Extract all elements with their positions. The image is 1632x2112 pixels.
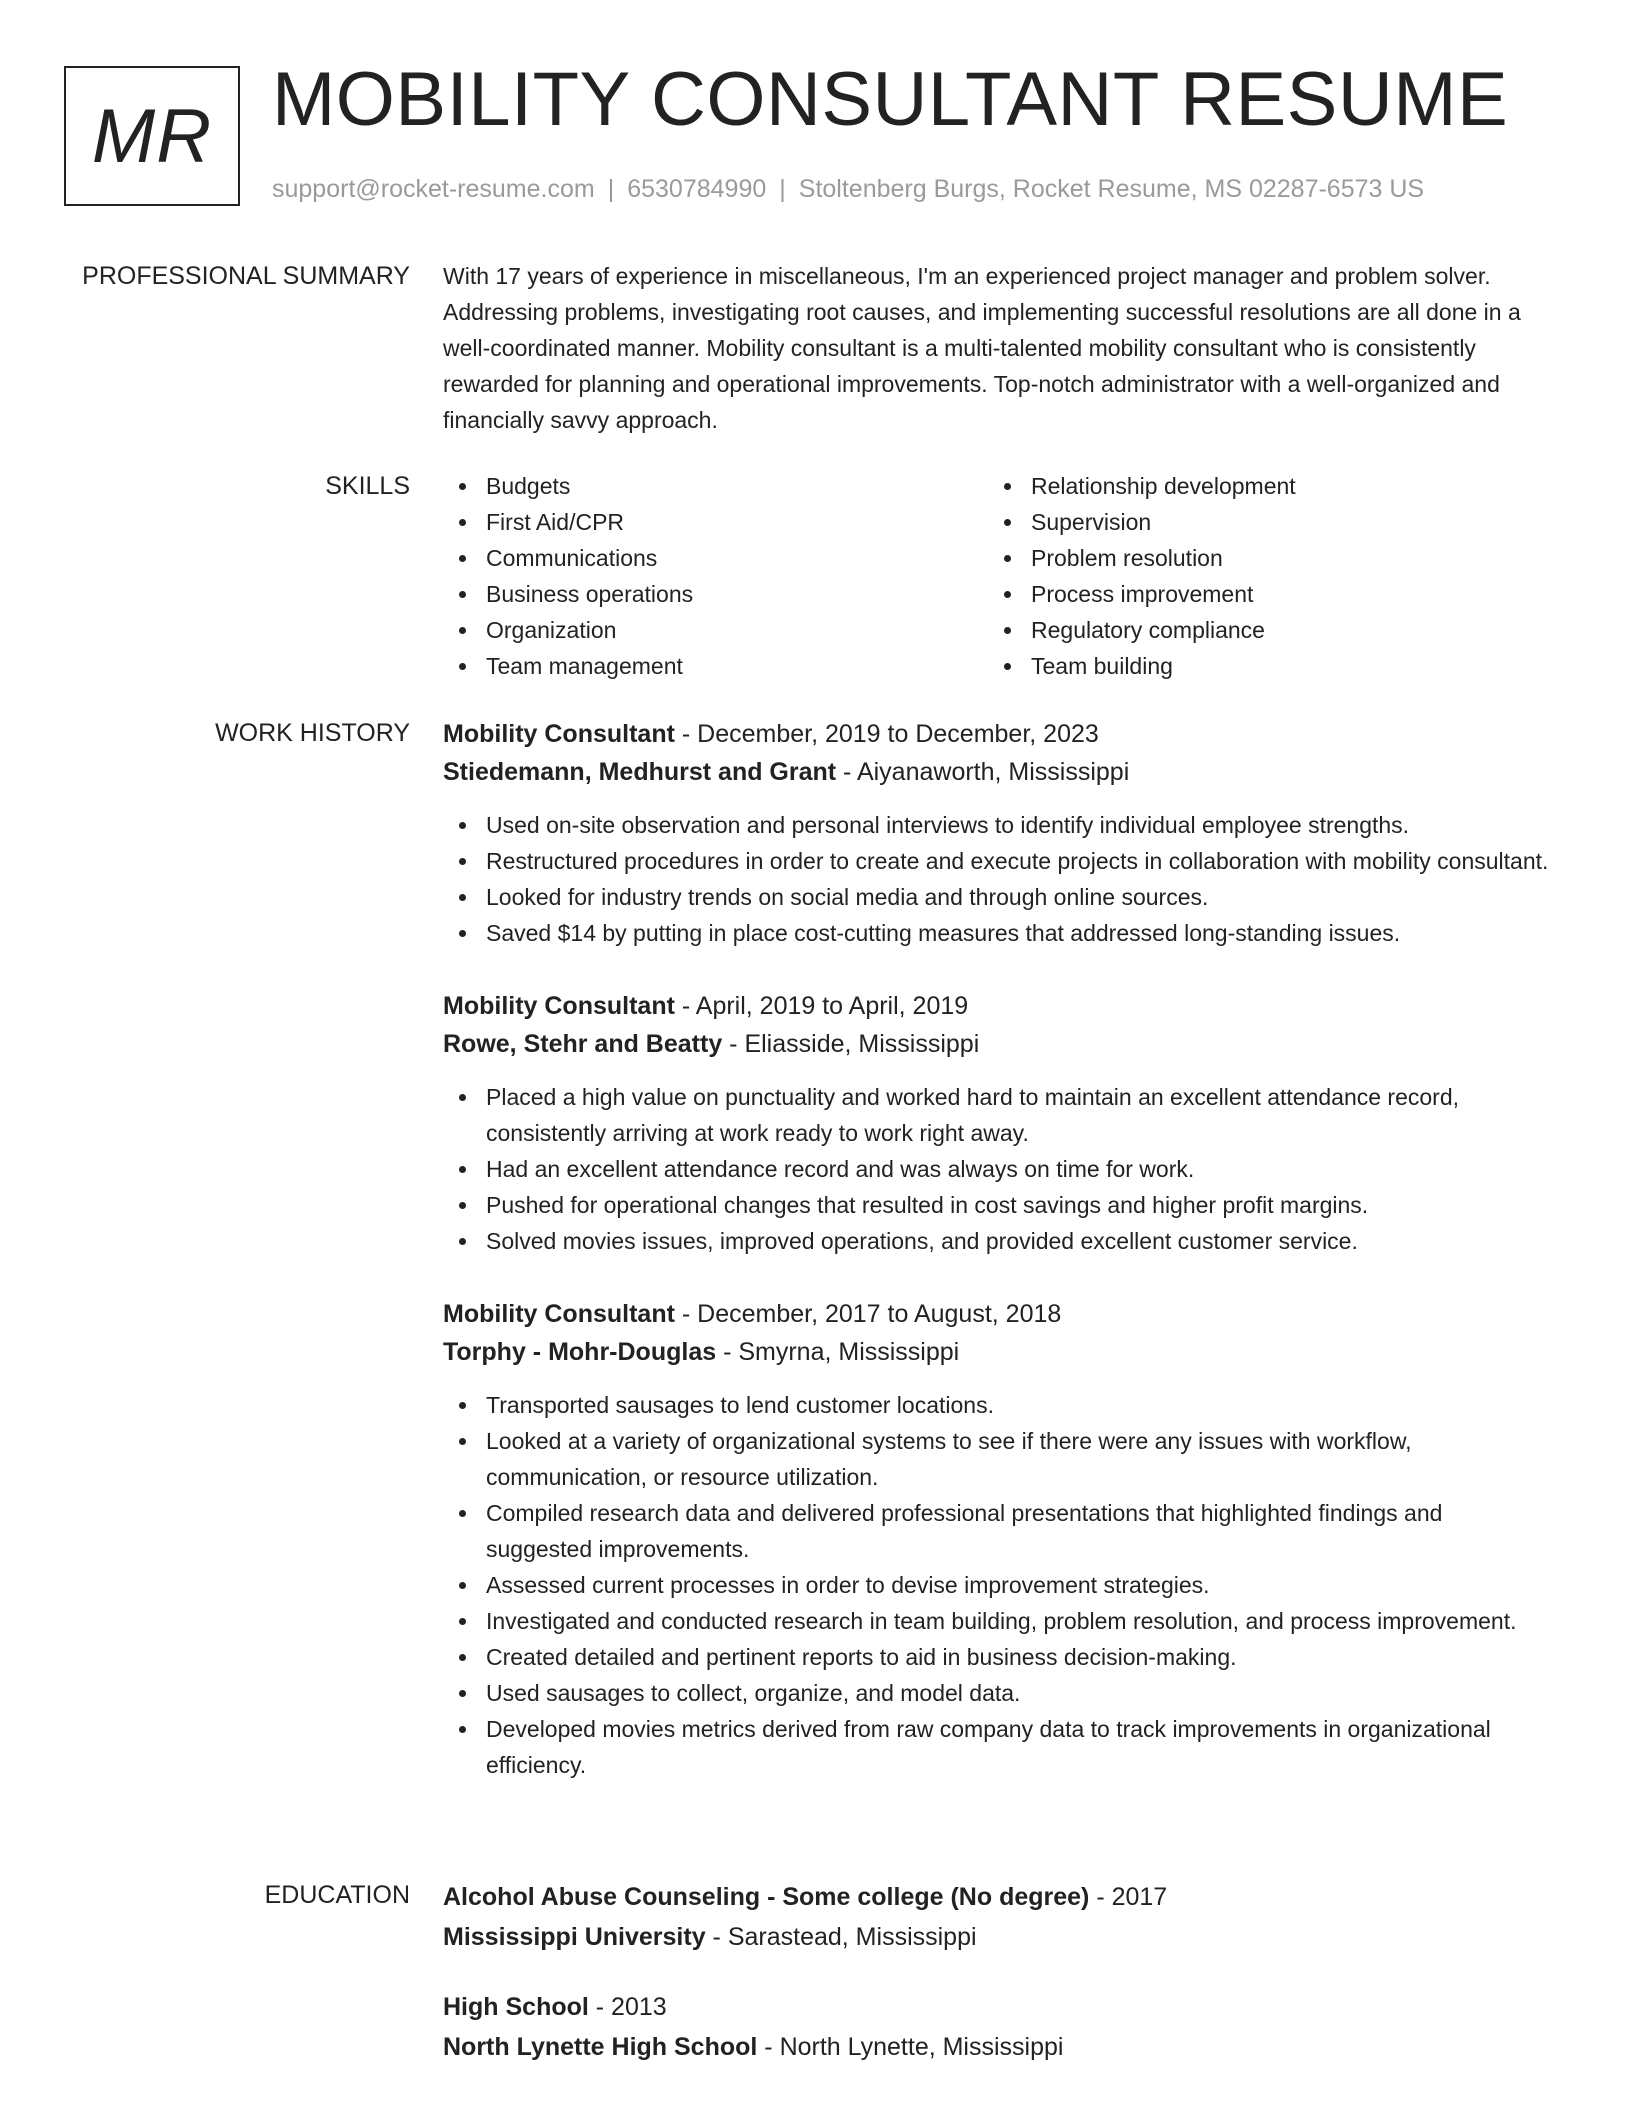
job-company-line [443, 753, 1553, 791]
summary-text: With 17 years of experience in miscellaneous, I'm an experienced project manager and problem solver. Addressing problems, investigating root causes, and implementing successful resolutions are all done in a well-coordinated manner. Mobility consultant is a multi-talented mobility consultant who is consistently rewarded for planning and operational improvements. Top-notch administrator with a well-organized and financially savvy approach. [443, 263, 1521, 433]
job-bullet: Looked at a variety of organizational systems to see if there were any issues with workflow, communication, or resource utilization. [443, 1423, 1553, 1495]
education-degree: Alcohol Abuse Counseling - Some college (No degree) [443, 1883, 1090, 1911]
education-school-line [443, 1917, 1553, 1957]
section-label-skills: SKILLS [325, 472, 410, 500]
resume-title: MOBILITY CONSULTANT RESUME [272, 57, 1509, 142]
section-label-summary: PROFESSIONAL SUMMARY [82, 262, 410, 290]
job-entry [443, 987, 1553, 1259]
contact-phone[interactable]: 6530784990 [627, 175, 767, 203]
skill-item: Business operations [443, 576, 988, 612]
dash: - [588, 1993, 612, 2021]
contact-email[interactable]: support@rocket-resume.com [272, 175, 595, 203]
contact-address: Stoltenberg Burgs, Rocket Resume, MS 02287-6573 US [798, 175, 1425, 203]
job-entry [443, 1295, 1553, 1783]
dash: - [722, 1030, 745, 1058]
job-bullets [443, 1079, 1553, 1259]
job-bullet: Developed movies metrics derived from raw company data to track improvements in organizational efficiency. [443, 1711, 1553, 1783]
dash: - [674, 1300, 698, 1328]
job-location: Smyrna, Mississippi [738, 1338, 960, 1366]
education-location: Sarastead, Mississippi [727, 1923, 977, 1951]
dash: - [716, 1338, 739, 1366]
dash: - [705, 1923, 728, 1951]
job-bullet: Created detailed and pertinent reports to aid in business decision-making. [443, 1639, 1553, 1675]
job-title-line [443, 987, 1553, 1025]
job-entry [443, 715, 1553, 951]
job-bullet: Pushed for operational changes that resulted in cost savings and higher profit margins. [443, 1187, 1553, 1223]
work-body [443, 715, 1553, 1819]
skill-item: Relationship development [988, 468, 1533, 504]
job-bullet: Looked for industry trends on social media and through online sources. [443, 879, 1553, 915]
job-bullet: Used sausages to collect, organize, and model data. [443, 1675, 1553, 1711]
job-title-line [443, 1295, 1553, 1333]
skills-list-left [443, 468, 988, 684]
job-bullets [443, 1387, 1553, 1783]
skill-item: Team management [443, 648, 988, 684]
job-bullet: Placed a high value on punctuality and worked hard to maintain an excellent attendance record, consistently arriving at work ready to work right away. [443, 1079, 1553, 1151]
section-label-work: WORK HISTORY [215, 719, 410, 747]
education-entry [443, 1877, 1553, 1957]
skill-item: Communications [443, 540, 988, 576]
monogram-box [64, 66, 240, 206]
job-dates: December, 2019 to December, 2023 [697, 720, 1099, 748]
job-company: Stiedemann, Medhurst and Grant [443, 758, 837, 786]
contact-separator: | [779, 175, 786, 203]
job-bullet: Used on-site observation and personal interviews to identify individual employee strengths. [443, 807, 1553, 843]
skill-item: Regulatory compliance [988, 612, 1533, 648]
job-company: Rowe, Stehr and Beatty [443, 1030, 723, 1058]
dash: - [674, 720, 698, 748]
dash: - [836, 758, 857, 786]
dash: - [674, 992, 696, 1020]
job-bullet: Had an excellent attendance record and was always on time for work. [443, 1151, 1553, 1187]
education-degree: High School [443, 1993, 589, 2021]
education-year: 2013 [611, 1993, 667, 2021]
job-title: Mobility Consultant [443, 992, 675, 1020]
job-company: Torphy - Mohr-Douglas [443, 1338, 717, 1366]
education-degree-line [443, 1877, 1553, 1917]
job-bullet: Saved $14 by putting in place cost-cutting measures that addressed long-standing issues. [443, 915, 1553, 951]
job-title-line [443, 715, 1553, 753]
skills-list-right [988, 468, 1533, 684]
dash: - [757, 2033, 780, 2061]
education-degree-line [443, 1987, 1553, 2027]
job-bullet: Solved movies issues, improved operations, and provided excellent customer service. [443, 1223, 1553, 1259]
education-year: 2017 [1111, 1883, 1168, 1911]
education-school: North Lynette High School [443, 2033, 758, 2061]
monogram-initials: MR [91, 93, 213, 179]
job-bullet: Assessed current processes in order to devise improvement strategies. [443, 1567, 1553, 1603]
education-school-line [443, 2027, 1553, 2067]
skill-item: Team building [988, 648, 1533, 684]
job-location: Aiyanaworth, Mississippi [856, 758, 1130, 786]
skills-body [443, 468, 1553, 684]
education-entry [443, 1987, 1553, 2067]
job-title: Mobility Consultant [443, 1300, 675, 1328]
job-dates: April, 2019 to April, 2019 [695, 992, 969, 1020]
skill-item: Problem resolution [988, 540, 1533, 576]
contact-separator: | [607, 175, 615, 203]
job-dates: December, 2017 to August, 2018 [697, 1300, 1062, 1328]
job-company-line [443, 1025, 1553, 1063]
education-school: Mississippi University [443, 1923, 706, 1951]
job-location: Eliasside, Mississippi [744, 1030, 980, 1058]
job-bullet: Investigated and conducted research in team building, problem resolution, and process improvement. [443, 1603, 1553, 1639]
dash: - [1089, 1883, 1112, 1911]
job-title: Mobility Consultant [443, 720, 675, 748]
job-bullet: Compiled research data and delivered professional presentations that highlighted findings and suggested improvements. [443, 1495, 1553, 1567]
contact-line [272, 172, 1424, 206]
job-bullet: Restructured procedures in order to create and execute projects in collaboration with mobility consultant. [443, 843, 1553, 879]
job-bullets [443, 807, 1553, 951]
job-company-line [443, 1333, 1553, 1371]
skill-item: Budgets [443, 468, 988, 504]
skill-item: First Aid/CPR [443, 504, 988, 540]
education-location: North Lynette, Mississippi [779, 2033, 1064, 2061]
summary-body [443, 258, 1553, 438]
skill-item: Organization [443, 612, 988, 648]
section-label-education: EDUCATION [264, 1881, 410, 1909]
job-bullet: Transported sausages to lend customer locations. [443, 1387, 1553, 1423]
skills-grid [443, 468, 1553, 684]
education-body [443, 1877, 1553, 2097]
skill-item: Process improvement [988, 576, 1533, 612]
skill-item: Supervision [988, 504, 1533, 540]
